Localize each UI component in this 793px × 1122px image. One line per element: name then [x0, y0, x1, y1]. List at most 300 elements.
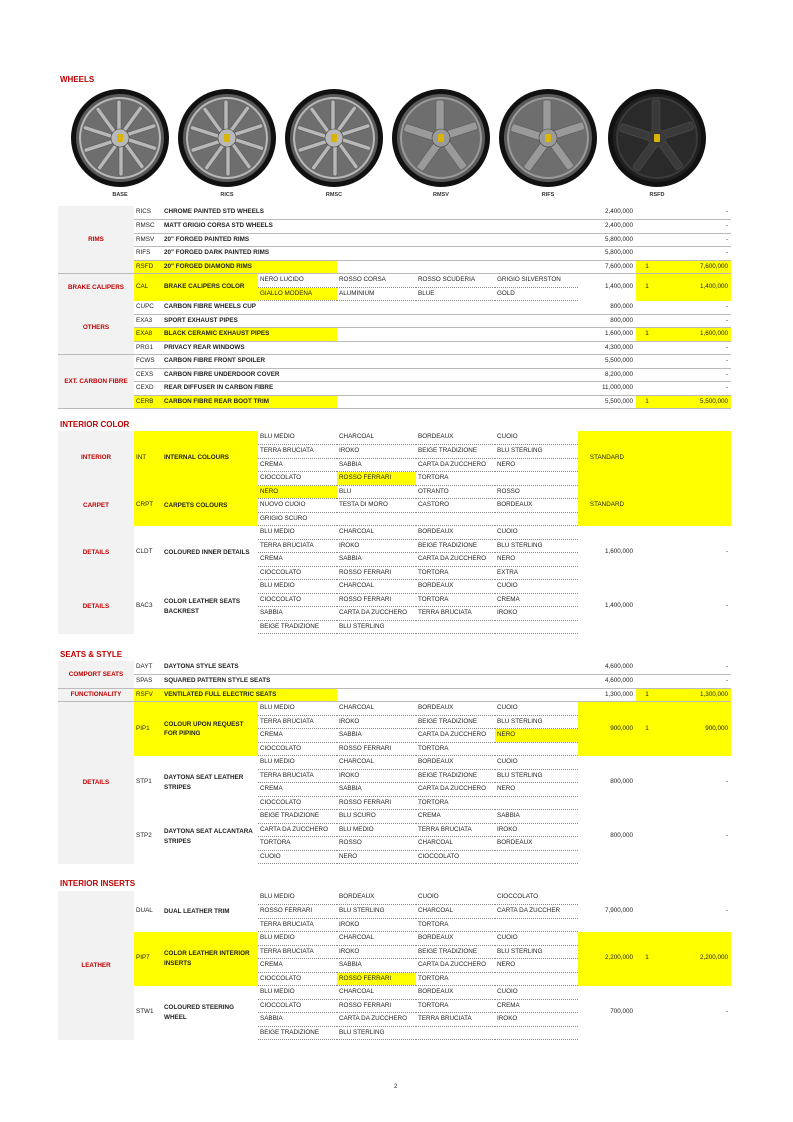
- color-option[interactable]: CHARCOAL: [337, 756, 416, 770]
- color-option[interactable]: CREMA: [495, 999, 578, 1013]
- color-option[interactable]: BLU STERLING: [495, 539, 578, 553]
- option-qty: [636, 986, 658, 1040]
- color-option[interactable]: BEIGE TRADIZIONE: [258, 810, 337, 824]
- option-total: 1,400,000: [658, 274, 731, 301]
- color-option[interactable]: CREMA: [258, 458, 337, 472]
- section-title-wheels: WHEELS: [60, 75, 95, 84]
- option-price: 800,000: [610, 778, 633, 786]
- color-option[interactable]: CIOCCOLATO: [258, 593, 337, 607]
- option-description: BRAKE CALIPERS COLOR: [162, 274, 258, 301]
- color-option[interactable]: IROKO: [337, 445, 416, 459]
- option-total: 900,000: [658, 702, 731, 756]
- option-total: 7,600,000: [658, 260, 731, 274]
- option-code: RMSV: [134, 233, 162, 247]
- option-total: -: [725, 778, 728, 786]
- color-option[interactable]: EXTRA: [495, 566, 578, 580]
- color-option[interactable]: BLU STERLING: [495, 945, 578, 959]
- option-price: 2,400,000: [578, 206, 636, 220]
- category-label: LEATHER: [58, 891, 134, 1040]
- color-option[interactable]: TORTORA: [416, 566, 495, 580]
- color-option[interactable]: CHARCOAL: [337, 986, 416, 1000]
- color-option[interactable]: CHARCOAL: [416, 837, 495, 851]
- color-option[interactable]: BLU STERLING: [337, 620, 416, 634]
- color-row: [58, 431, 731, 445]
- color-option[interactable]: BLU MEDIO: [258, 986, 337, 1000]
- wheel-image-rmsc: [284, 88, 384, 188]
- option-qty: 1: [636, 274, 658, 301]
- option-price: 4,300,000: [578, 341, 636, 355]
- color-option[interactable]: TORTORA: [416, 796, 495, 810]
- color-option[interactable]: BORDEAUX: [495, 837, 578, 851]
- color-option[interactable]: BEIGE TRADIZIONE: [258, 620, 337, 634]
- option-description: CARBON FIBRE WHEELS CUP: [162, 301, 337, 315]
- color-option[interactable]: ROSSO FERRARI: [337, 796, 416, 810]
- option-qty: [636, 675, 658, 689]
- color-option[interactable]: BLU MEDIO: [258, 756, 337, 770]
- option-total: -: [658, 382, 731, 396]
- color-option[interactable]: BORDEAUX: [416, 702, 495, 716]
- color-option[interactable]: CIOCCOLATO: [495, 891, 578, 905]
- option-qty: [636, 314, 658, 328]
- color-option[interactable]: CIOCCOLATO: [258, 796, 337, 810]
- option-price: STANDARD: [578, 485, 636, 526]
- option-code: RSFD: [134, 260, 162, 274]
- option-description: CARBON FIBRE REAR BOOT TRIM: [162, 395, 337, 409]
- option-code: STW1: [136, 1008, 154, 1016]
- option-description: SPORT EXHAUST PIPES: [162, 314, 337, 328]
- option-total: 2,200,000: [658, 932, 731, 986]
- option-qty: [636, 301, 658, 315]
- color-option[interactable]: CIOCCOLATO: [258, 972, 337, 986]
- color-option[interactable]: IROKO: [337, 769, 416, 783]
- color-option: [495, 796, 578, 810]
- color-option: [495, 620, 578, 634]
- color-row: [58, 891, 731, 905]
- color-option[interactable]: CHARCOAL: [337, 580, 416, 594]
- option-total: -: [725, 548, 728, 556]
- option-price: 5,800,000: [578, 233, 636, 247]
- option-description: DAYTONA SEAT ALCANTARA STRIPES: [164, 828, 253, 845]
- color-option[interactable]: BEIGE TRADIZIONE: [416, 539, 495, 553]
- option-price: 8,200,000: [578, 368, 636, 382]
- option-code: RMSC: [134, 220, 162, 234]
- color-option[interactable]: TESTA DI MORO: [337, 499, 416, 513]
- color-option[interactable]: ROSSO: [495, 485, 578, 499]
- color-row: [58, 702, 731, 716]
- option-qty: [636, 247, 658, 261]
- option-code: STP1: [136, 778, 152, 786]
- option-description: COLOR LEATHER INTERIOR INSERTS: [162, 932, 258, 986]
- color-option[interactable]: CREMA: [258, 553, 337, 567]
- caliper-color-option[interactable]: GOLD: [495, 287, 578, 301]
- color-option[interactable]: BLU SCURO: [337, 810, 416, 824]
- option-description: COLOURED STEERING WHEEL: [164, 1004, 234, 1021]
- color-option[interactable]: TORTORA: [416, 593, 495, 607]
- color-option: [337, 512, 416, 526]
- color-option[interactable]: NERO: [495, 959, 578, 973]
- color-option[interactable]: BORDEAUX: [416, 756, 495, 770]
- color-option[interactable]: NUOVO CUOIO: [258, 499, 337, 513]
- option-row: [58, 220, 731, 234]
- option-qty: [636, 891, 658, 932]
- color-option[interactable]: ROSSO: [337, 837, 416, 851]
- color-option[interactable]: BORDEAUX: [416, 526, 495, 540]
- option-price: 700,000: [610, 1008, 633, 1016]
- option-row: [58, 233, 731, 247]
- wheel-label: RICS: [220, 192, 234, 198]
- option-description: SQUARED PATTERN STYLE SEATS: [162, 675, 337, 689]
- color-option[interactable]: SABBIA: [337, 553, 416, 567]
- color-option[interactable]: CUOIO: [495, 986, 578, 1000]
- color-option[interactable]: CUOIO: [495, 932, 578, 946]
- option-price: STANDARD: [578, 431, 636, 485]
- color-option: [416, 1026, 495, 1040]
- color-option[interactable]: IROKO: [495, 607, 578, 621]
- option-price: 7,900,000: [604, 907, 633, 915]
- color-option[interactable]: CIOCCOLATO: [258, 999, 337, 1013]
- caliper-color-option[interactable]: GIALLO MODENA: [258, 287, 337, 301]
- option-price: 2,400,000: [578, 220, 636, 234]
- option-row: [58, 395, 731, 409]
- color-option[interactable]: CUOIO: [495, 756, 578, 770]
- option-description: DUAL LEATHER TRIM: [164, 907, 230, 915]
- option-price: 1,400,000: [604, 283, 633, 291]
- option-price: 1,400,000: [604, 602, 633, 610]
- wheel-label: RSFD: [649, 192, 665, 198]
- caliper-color-option[interactable]: ROSSO SCUDERIA: [416, 274, 495, 288]
- color-row: [58, 756, 731, 770]
- option-code: CEXS: [134, 368, 162, 382]
- option-code: BAC3: [136, 602, 153, 610]
- option-qty: [636, 485, 658, 526]
- option-total: [658, 485, 731, 526]
- option-total: -: [658, 341, 731, 355]
- color-option[interactable]: BLU MEDIO: [258, 431, 337, 445]
- color-option[interactable]: OTRANTO: [416, 485, 495, 499]
- category-label: OTHERS: [58, 301, 134, 355]
- option-total: -: [658, 206, 731, 220]
- option-total: 5,500,000: [658, 395, 731, 409]
- option-code: CRPT: [134, 485, 162, 526]
- option-total: -: [725, 907, 728, 915]
- option-description: REAR DIFFUSER IN CARBON FIBRE: [162, 382, 337, 396]
- color-option[interactable]: CHARCOAL: [337, 702, 416, 716]
- color-option[interactable]: CUOIO: [416, 891, 495, 905]
- color-option[interactable]: GRIGIO SCURO: [258, 512, 337, 526]
- color-option[interactable]: BLU STERLING: [495, 445, 578, 459]
- color-option[interactable]: CARTA DA ZUCCHERO: [337, 607, 416, 621]
- option-row: [58, 314, 731, 328]
- color-option[interactable]: BLU MEDIO: [258, 932, 337, 946]
- color-option[interactable]: TERRA BRUCIATA: [258, 945, 337, 959]
- color-option[interactable]: BLU STERLING: [495, 715, 578, 729]
- option-total: -: [658, 233, 731, 247]
- option-qty: 1: [636, 702, 658, 756]
- option-description: VENTILATED FULL ELECTRIC SEATS: [162, 688, 337, 702]
- color-option[interactable]: CREMA: [495, 593, 578, 607]
- option-description: 20" FORGED DIAMOND RIMS: [162, 260, 337, 274]
- option-description: MATT GRIGIO CORSA STD WHEELS: [162, 220, 337, 234]
- option-price: 1,600,000: [578, 328, 636, 342]
- category-label: CARPET: [58, 485, 134, 526]
- option-total: -: [658, 301, 731, 315]
- option-total: -: [725, 602, 728, 610]
- wheel-label: BASE: [112, 192, 128, 198]
- category-label: DETAILS: [58, 580, 134, 634]
- color-option[interactable]: CHARCOAL: [337, 431, 416, 445]
- color-option[interactable]: IROKO: [337, 539, 416, 553]
- color-option[interactable]: TERRA BRUCIATA: [258, 769, 337, 783]
- color-option[interactable]: NERO: [495, 458, 578, 472]
- caliper-color-option[interactable]: GRIGIO SILVERSTON: [495, 274, 578, 288]
- color-option[interactable]: BLU MEDIO: [258, 702, 337, 716]
- color-row: [58, 986, 731, 1000]
- caliper-color-option[interactable]: ROSSO CORSA: [337, 274, 416, 288]
- wheel-image-base: [70, 88, 170, 188]
- color-option[interactable]: CIOCCOLATO: [258, 742, 337, 756]
- color-option: [495, 742, 578, 756]
- color-option[interactable]: BLU STERLING: [337, 1026, 416, 1040]
- color-option[interactable]: ROSSO FERRARI: [337, 566, 416, 580]
- color-option[interactable]: ROSSO FERRARI: [258, 905, 337, 919]
- color-option[interactable]: CARTA DA ZUCCHERO: [258, 823, 337, 837]
- option-code: SPAS: [134, 675, 162, 689]
- caliper-color-option[interactable]: ALUMINIUM: [337, 287, 416, 301]
- option-row: [58, 661, 731, 675]
- color-option[interactable]: CARTA DA ZUCCHERO: [416, 959, 495, 973]
- wheel-image-rics: [177, 88, 277, 188]
- option-row: [58, 260, 731, 274]
- page-number: 2: [394, 1084, 398, 1090]
- option-price: 5,500,000: [578, 355, 636, 369]
- color-option[interactable]: CIOCCOLATO: [258, 472, 337, 486]
- option-description: COLOURED INNER DETAILS: [164, 548, 250, 556]
- color-option[interactable]: NERO: [495, 729, 578, 743]
- color-option[interactable]: IROKO: [495, 1013, 578, 1027]
- color-option[interactable]: BLU MEDIO: [337, 823, 416, 837]
- color-option[interactable]: NERO: [258, 485, 337, 499]
- option-total: 1,300,000: [658, 688, 731, 702]
- option-price: 5,500,000: [578, 395, 636, 409]
- option-qty: [636, 220, 658, 234]
- option-description: 20" FORGED PAINTED RIMS: [162, 233, 337, 247]
- color-option[interactable]: BLU MEDIO: [258, 580, 337, 594]
- color-option[interactable]: SABBIA: [258, 1013, 337, 1027]
- section-title-interior-color: INTERIOR COLOR: [60, 420, 130, 429]
- color-row: [58, 932, 731, 946]
- option-row: [58, 355, 731, 369]
- interior-color-table: [58, 431, 731, 634]
- wheel-image-rmsv: [391, 88, 491, 188]
- color-option[interactable]: CARTA DA ZUCCHERO: [416, 783, 495, 797]
- color-option[interactable]: BEIGE TRADIZIONE: [416, 945, 495, 959]
- color-option[interactable]: BLU: [337, 485, 416, 499]
- color-option[interactable]: ROSSO FERRARI: [337, 972, 416, 986]
- option-total: -: [725, 1008, 728, 1016]
- option-total: -: [658, 368, 731, 382]
- color-option[interactable]: CUOIO: [495, 580, 578, 594]
- option-total: -: [725, 832, 728, 840]
- option-code: EXA3: [134, 314, 162, 328]
- color-option[interactable]: NERO: [337, 850, 416, 864]
- color-option[interactable]: SABBIA: [495, 810, 578, 824]
- color-option[interactable]: TERRA BRUCIATA: [258, 918, 337, 932]
- option-description: COLOR LEATHER SEATS BACKREST: [164, 598, 241, 615]
- color-option[interactable]: CUOIO: [495, 526, 578, 540]
- color-option[interactable]: TERRA BRUCIATA: [258, 715, 337, 729]
- option-total: [658, 431, 731, 485]
- option-qty: [636, 431, 658, 485]
- option-price: 900,000: [578, 702, 636, 756]
- interior-inserts-table: [58, 891, 731, 1040]
- color-option[interactable]: CHARCOAL: [416, 905, 495, 919]
- option-qty: [636, 368, 658, 382]
- color-option[interactable]: TORTORA: [416, 972, 495, 986]
- option-row: [58, 675, 731, 689]
- option-description: CARBON FIBRE FRONT SPOILER: [162, 355, 337, 369]
- option-qty: [636, 756, 658, 810]
- color-option[interactable]: CREMA: [258, 959, 337, 973]
- color-option[interactable]: ROSSO FERRARI: [337, 593, 416, 607]
- color-option[interactable]: SABBIA: [337, 783, 416, 797]
- color-option[interactable]: IROKO: [337, 715, 416, 729]
- category-label: DETAILS: [58, 702, 134, 864]
- color-option[interactable]: BLU MEDIO: [258, 891, 337, 905]
- color-option[interactable]: CHARCOAL: [337, 932, 416, 946]
- color-option[interactable]: TORTORA: [416, 742, 495, 756]
- color-option[interactable]: BLU STERLING: [337, 905, 416, 919]
- color-option[interactable]: NERO: [495, 783, 578, 797]
- color-option[interactable]: SABBIA: [337, 729, 416, 743]
- option-description: INTERNAL COLOURS: [162, 431, 258, 485]
- color-option[interactable]: CREMA: [416, 810, 495, 824]
- option-code: PIP7: [134, 932, 162, 986]
- color-option[interactable]: TERRA BRUCIATA: [258, 539, 337, 553]
- color-option[interactable]: TORTORA: [258, 837, 337, 851]
- color-option[interactable]: BORDEAUX: [495, 499, 578, 513]
- color-option[interactable]: CARTA DA ZUCCHERO: [416, 553, 495, 567]
- color-option[interactable]: SABBIA: [337, 458, 416, 472]
- section-title-interior-inserts: INTERIOR INSERTS: [60, 879, 136, 888]
- color-option[interactable]: TORTORA: [416, 999, 495, 1013]
- option-price: 800,000: [578, 314, 636, 328]
- color-option: [495, 972, 578, 986]
- option-code: CERB: [134, 395, 162, 409]
- color-option[interactable]: CHARCOAL: [337, 526, 416, 540]
- option-price: 800,000: [578, 301, 636, 315]
- option-code: CAL: [134, 274, 162, 301]
- color-option[interactable]: TORTORA: [416, 918, 495, 932]
- category-label: RIMS: [58, 206, 134, 274]
- color-option[interactable]: BORDEAUX: [416, 932, 495, 946]
- option-row: [58, 301, 731, 315]
- option-code: STP2: [136, 832, 152, 840]
- color-option[interactable]: TERRA BRUCIATA: [258, 445, 337, 459]
- color-option[interactable]: BORDEAUX: [416, 986, 495, 1000]
- option-total: 1,600,000: [658, 328, 731, 342]
- color-option[interactable]: SABBIA: [258, 607, 337, 621]
- option-price: 2,200,000: [578, 932, 636, 986]
- color-option[interactable]: BEIGE TRADIZIONE: [416, 715, 495, 729]
- color-option[interactable]: IROKO: [337, 945, 416, 959]
- color-option[interactable]: IROKO: [495, 823, 578, 837]
- option-code: RICS: [134, 206, 162, 220]
- option-price: 800,000: [610, 832, 633, 840]
- color-option[interactable]: CASTORO: [416, 499, 495, 513]
- option-qty: 1: [636, 328, 658, 342]
- color-option[interactable]: CIOCCOLATO: [258, 566, 337, 580]
- color-option[interactable]: SABBIA: [337, 959, 416, 973]
- color-option[interactable]: BORDEAUX: [416, 431, 495, 445]
- color-option[interactable]: TERRA BRUCIATA: [416, 607, 495, 621]
- color-option[interactable]: ROSSO FERRARI: [337, 742, 416, 756]
- color-row: [58, 526, 731, 540]
- wheel-image-rifs: [498, 88, 598, 188]
- option-total: -: [658, 355, 731, 369]
- color-option[interactable]: CUOIO: [495, 702, 578, 716]
- color-option[interactable]: BORDEAUX: [337, 891, 416, 905]
- option-qty: 1: [636, 260, 658, 274]
- option-description: DAYTONA SEAT LEATHER STRIPES: [164, 774, 244, 791]
- option-row: [58, 368, 731, 382]
- caliper-color-option[interactable]: BLUE: [416, 287, 495, 301]
- option-row: [58, 206, 731, 220]
- option-description: BLACK CERAMIC EXHAUST PIPES: [162, 328, 337, 342]
- color-option[interactable]: CARTA DA ZUCCHERO: [337, 1013, 416, 1027]
- option-description: DAYTONA STYLE SEATS: [162, 661, 337, 675]
- color-option[interactable]: ROSSO FERRARI: [337, 999, 416, 1013]
- option-row: [58, 341, 731, 355]
- color-option[interactable]: CIOCCOLATO: [416, 850, 495, 864]
- color-option[interactable]: ROSSO FERRARI: [337, 472, 416, 486]
- option-price: 7,600,000: [578, 260, 636, 274]
- option-qty: 1: [636, 395, 658, 409]
- color-option[interactable]: CARTA DA ZUCCHERO: [416, 729, 495, 743]
- color-option[interactable]: BLU STERLING: [495, 769, 578, 783]
- option-description: CARBON FIBRE UNDERDOOR COVER: [162, 368, 337, 382]
- color-option[interactable]: CARTA DA ZUCCHER: [495, 905, 578, 919]
- color-option[interactable]: BORDEAUX: [416, 580, 495, 594]
- color-option[interactable]: TERRA BRUCIATA: [416, 823, 495, 837]
- color-option: [416, 620, 495, 634]
- caliper-color-option[interactable]: NERO LUCIDO: [258, 274, 337, 288]
- color-option[interactable]: CREMA: [258, 729, 337, 743]
- category-label: COMPORT SEATS: [58, 661, 134, 688]
- option-price: 4,600,000: [578, 675, 636, 689]
- color-option[interactable]: BEIGE TRADIZIONE: [416, 769, 495, 783]
- category-label: INTERIOR: [58, 431, 134, 485]
- option-price: 11,000,000: [578, 382, 636, 396]
- color-option[interactable]: BEIGE TRADIZIONE: [416, 445, 495, 459]
- color-option[interactable]: IROKO: [337, 918, 416, 932]
- wheel-label: RMSV: [433, 192, 449, 198]
- color-option[interactable]: CUOIO: [258, 850, 337, 864]
- color-option[interactable]: BLU MEDIO: [258, 526, 337, 540]
- category-label: EXT. CARBON FIBRE: [58, 355, 134, 409]
- option-qty: [636, 233, 658, 247]
- option-code: DAYT: [134, 661, 162, 675]
- color-option[interactable]: CUOIO: [495, 431, 578, 445]
- color-option[interactable]: CARTA DA ZUCCHERO: [416, 458, 495, 472]
- color-option[interactable]: TERRA BRUCIATA: [416, 1013, 495, 1027]
- color-option: [495, 472, 578, 486]
- color-option[interactable]: CREMA: [258, 783, 337, 797]
- color-option[interactable]: NERO: [495, 553, 578, 567]
- option-price: 1,300,000: [578, 688, 636, 702]
- option-code: RSFV: [134, 688, 162, 702]
- color-option[interactable]: BEIGE TRADIZIONE: [258, 1026, 337, 1040]
- color-option[interactable]: TORTORA: [416, 472, 495, 486]
